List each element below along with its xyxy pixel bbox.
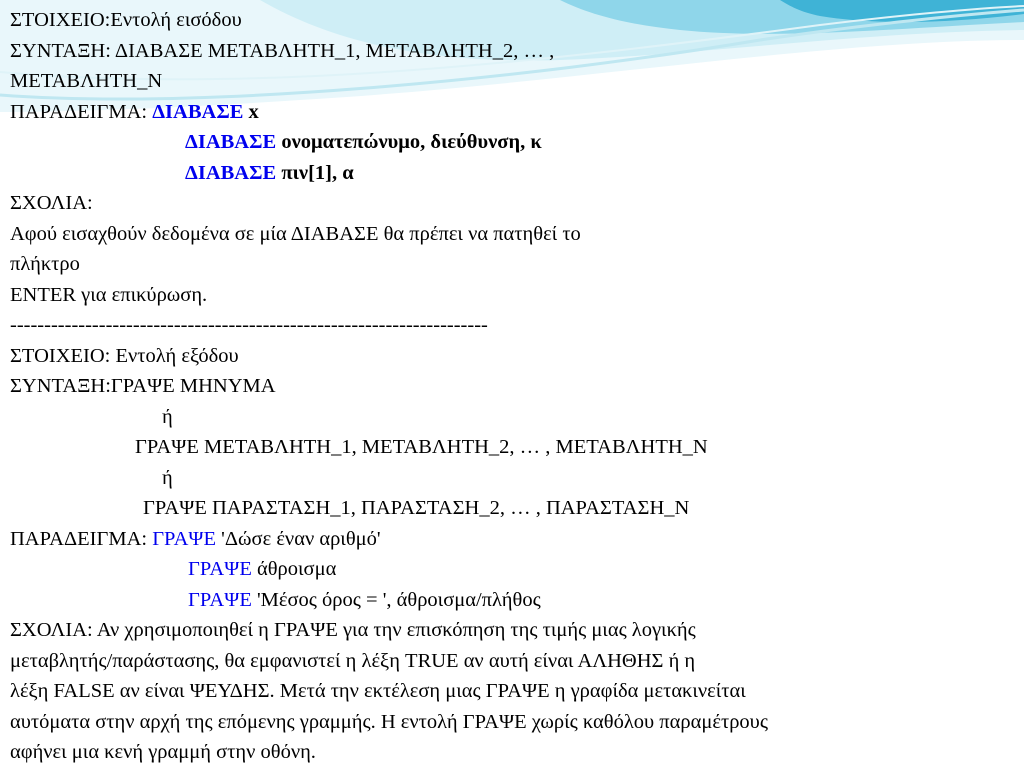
example-label: ΠΑΡΑΔΕΙΓΜΑ: [10, 100, 153, 123]
example-args: 'Μέσος όρος = ', άθροισμα/πλήθος [251, 588, 541, 611]
input-comments-label: ΣΧΟΛΙΑ: [10, 192, 93, 214]
read-keyword: ΔΙΑΒΑΣΕ [185, 131, 277, 153]
input-syntax-line-2: ΜΕΤΑΒΛΗΤΗ_Ν [10, 70, 163, 92]
output-comment-line-1: ΣΧΟΛΙΑ: Αν χρησιμοποιηθεί η ΓΡΑΨΕ για την επισκόπηση της τιμής μιας λογικής [10, 619, 696, 641]
input-example-3 [10, 158, 1014, 189]
read-keyword: ΔΙΑΒΑΣΕ [185, 161, 277, 184]
or-separator-1: ή [162, 405, 173, 428]
input-example-2 [10, 127, 1014, 158]
input-comment-line-1: Αφού εισαχθούν δεδομένα σε μία ΔΙΑΒΑΣΕ θα πρέπει να πατηθεί το [10, 222, 581, 245]
write-keyword: ΓΡΑΨΕ [152, 527, 217, 550]
output-syntax: ΣΥΝΤΑΞΗ:ΓΡΑΨΕ ΜΗΝΥΜΑ [10, 375, 276, 397]
input-example-1 [10, 97, 1014, 128]
write-keyword: ΓΡΑΨΕ [188, 558, 252, 580]
slide-content [10, 5, 1014, 768]
write-keyword: ΓΡΑΨΕ [188, 588, 252, 611]
input-syntax-line-1: ΣΥΝΤΑΞΗ: ΔΙΑΒΑΣΕ ΜΕΤΑΒΛΗΤΗ_1, ΜΕΤΑΒΛΗΤΗ_2, … , [10, 39, 555, 62]
output-comment-line-2: μεταβλητής/παράστασης, θα εμφανιστεί η λέξη TRUE αν αυτή είναι ΑΛΗΘΗΣ ή η [10, 649, 696, 672]
or-separator-2: ή [162, 466, 173, 489]
example-label: ΠΑΡΑΔΕΙΓΜΑ: [10, 527, 153, 550]
output-element-title: ΣΤΟΙΧΕΙΟ: Εντολή εξόδου [10, 344, 239, 367]
output-example-3 [10, 585, 1014, 616]
example-args: πιν[1], α [276, 161, 354, 184]
output-comment-line-4: αυτόματα στην αρχή της επόμενης γραμμής. Η εντολή ΓΡΑΨΕ χωρίς καθόλου παραμέτρους [10, 710, 768, 733]
output-example-2 [10, 554, 1014, 585]
output-syntax-alt-2: ΓΡΑΨΕ ΠΑΡΑΣΤΑΣΗ_1, ΠΑΡΑΣΤΑΣΗ_2, … , ΠΑΡΑΣΤΑΣΗ_Ν [143, 497, 690, 519]
example-args: ονοματεπώνυμο, διεύθυνση, κ [276, 131, 542, 153]
section-divider: ---------------------------------------------------------------------- [10, 314, 488, 336]
input-comment-line-2: πλήκτρο [10, 253, 80, 275]
output-comment-line-5: αφήνει μια κενή γραμμή στην οθόνη. [10, 741, 316, 763]
example-args: x [243, 100, 259, 123]
example-args: άθροισμα [251, 558, 337, 580]
input-element-title: ΣΤΟΙΧΕΙΟ:Εντολή εισόδου [10, 9, 242, 31]
output-comment-line-3: λέξη FALSE αν είναι ΨΕΥΔΗΣ. Μετά την εκτέλεση μιας ΓΡΑΨΕ η γραφίδα μετακινείται [10, 680, 746, 702]
read-keyword: ΔΙΑΒΑΣΕ [152, 100, 244, 123]
output-syntax-alt-1: ΓΡΑΨΕ ΜΕΤΑΒΛΗΤΗ_1, ΜΕΤΑΒΛΗΤΗ_2, … , ΜΕΤΑΒΛΗΤΗ_Ν [135, 436, 708, 458]
output-example-1 [10, 524, 1014, 555]
input-comment-line-3: ENTER για επικύρωση. [10, 283, 208, 306]
example-args: 'Δώσε έναν αριθμό' [216, 527, 381, 550]
